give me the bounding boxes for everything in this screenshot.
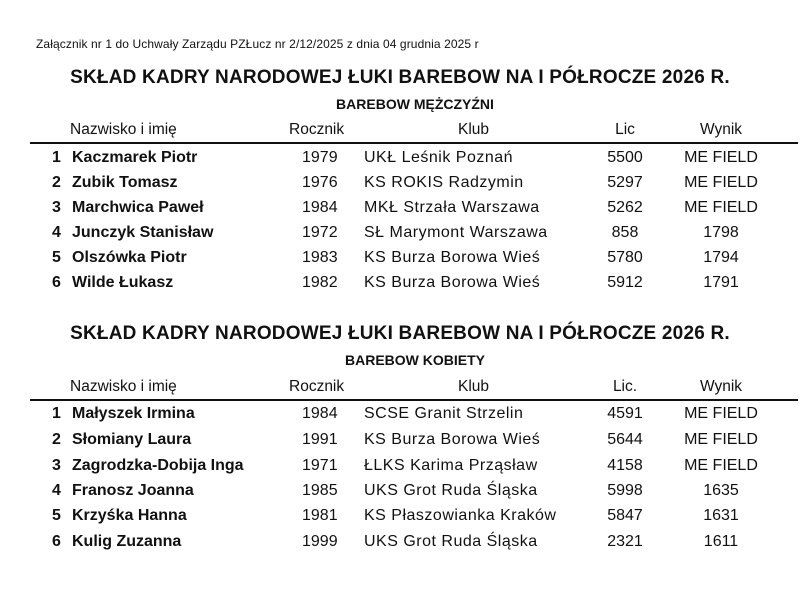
athlete-name: Olszówka Piotr [72, 249, 187, 266]
birth-year: 1983 [302, 249, 338, 266]
birth-year: 1984 [302, 405, 338, 422]
table-row [0, 529, 800, 554]
athlete-name: Krzyśka Hanna [72, 507, 187, 524]
column-header-result: Wynik [699, 121, 743, 138]
row-number: 6 [52, 274, 61, 291]
club-name: KS Płaszowianka Kraków [364, 507, 557, 524]
result: 1791 [703, 274, 739, 291]
table-row [0, 145, 800, 170]
result: ME FIELD [684, 199, 758, 216]
birth-year: 1972 [302, 224, 338, 241]
birth-year: 1999 [302, 533, 338, 550]
column-header-year: Rocznik [289, 121, 345, 138]
row-number: 2 [52, 174, 61, 191]
club-name: KS Burza Borowa Wieś [364, 431, 541, 448]
athlete-name: Kulig Zuzanna [72, 533, 182, 550]
row-number: 1 [52, 405, 61, 422]
athlete-name: Zagrodzka-Dobija Inga [72, 457, 244, 474]
club-name: KS Burza Borowa Wieś [364, 249, 541, 266]
athlete-name: Słomiany Laura [72, 431, 192, 448]
license-number: 5297 [607, 174, 643, 191]
row-number: 2 [52, 431, 61, 448]
row-number: 3 [52, 199, 61, 216]
table-row [0, 401, 800, 426]
result: ME FIELD [684, 149, 758, 166]
result: 1611 [703, 533, 739, 550]
license-number: 4158 [607, 457, 643, 474]
birth-year: 1979 [302, 149, 338, 166]
athlete-name: Zubik Tomasz [72, 174, 178, 191]
birth-year: 1991 [302, 431, 338, 448]
club-name: UKS Grot Ruda Śląska [364, 533, 538, 550]
column-header-row [0, 376, 800, 398]
row-number: 4 [52, 482, 61, 499]
table-row [0, 453, 800, 478]
club-name: KS Burza Borowa Wieś [364, 274, 541, 291]
column-header-year: Rocznik [289, 378, 345, 395]
table-row [0, 220, 800, 245]
license-number: 5780 [607, 249, 643, 266]
athlete-name: Junczyk Stanisław [72, 224, 214, 241]
column-header-name: Nazwisko i imię [70, 378, 177, 395]
license-number: 858 [611, 224, 639, 241]
result: 1631 [703, 507, 739, 524]
license-number: 2321 [607, 533, 643, 550]
table-row [0, 427, 800, 452]
table-row [0, 478, 800, 503]
result: 1798 [703, 224, 739, 241]
row-number: 6 [52, 533, 61, 550]
birth-year: 1985 [302, 482, 338, 499]
club-name: UKS Grot Ruda Śląska [364, 482, 538, 499]
birth-year: 1976 [302, 174, 338, 191]
table-row [0, 170, 800, 195]
table-row [0, 503, 800, 528]
license-number: 5998 [607, 482, 643, 499]
athlete-name: Wilde Łukasz [72, 274, 174, 291]
result: 1635 [703, 482, 739, 499]
license-number: 4591 [607, 405, 643, 422]
table-row [0, 270, 800, 295]
section-title: SKŁAD KADRY NARODOWEJ ŁUKI BAREBOW NA I PÓŁROCZE 2026 R. [70, 323, 730, 344]
row-number: 5 [52, 249, 61, 266]
athlete-name: Kaczmarek Piotr [72, 149, 198, 166]
column-header-name: Nazwisko i imię [70, 121, 177, 138]
result: ME FIELD [684, 405, 758, 422]
license-number: 5262 [607, 199, 643, 216]
row-number: 1 [52, 149, 61, 166]
column-header-license: Lic. [612, 378, 638, 395]
row-number: 3 [52, 457, 61, 474]
birth-year: 1971 [302, 457, 338, 474]
license-number: 5500 [607, 149, 643, 166]
license-number: 5644 [607, 431, 643, 448]
athlete-name: Franosz Joanna [72, 482, 194, 499]
result: ME FIELD [684, 431, 758, 448]
club-name: SŁ Marymont Warszawa [364, 224, 548, 241]
result: 1794 [703, 249, 739, 266]
section-subtitle: BAREBOW KOBIETY [345, 352, 485, 368]
license-number: 5847 [607, 507, 643, 524]
column-header-club: Klub [458, 378, 490, 395]
club-name: SCSE Granit Strzelin [364, 405, 524, 422]
club-name: UKŁ Leśnik Poznań [364, 149, 514, 166]
row-number: 4 [52, 224, 61, 241]
column-header-result: Wynik [699, 378, 743, 395]
birth-year: 1981 [302, 507, 338, 524]
result: ME FIELD [684, 174, 758, 191]
column-header-license: Lic [615, 121, 635, 138]
birth-year: 1984 [302, 199, 338, 216]
column-header-row [0, 119, 800, 141]
result: ME FIELD [684, 457, 758, 474]
row-number: 5 [52, 507, 61, 524]
section-title: SKŁAD KADRY NARODOWEJ ŁUKI BAREBOW NA I PÓŁROCZE 2026 R. [70, 67, 730, 88]
club-name: ŁLKS Karima Prząsław [364, 457, 538, 474]
attachment-note: Załącznik nr 1 do Uchwały Zarządu PZŁucz nr 2/12/2025 z dnia 04 grudnia 2025 r [36, 37, 479, 51]
section-subtitle: BAREBOW MĘŻCZYŹNI [336, 96, 494, 112]
license-number: 5912 [607, 274, 643, 291]
table-row [0, 195, 800, 220]
club-name: KS ROKIS Radzymin [364, 174, 524, 191]
header-divider [30, 142, 798, 144]
athlete-name: Marchwica Paweł [72, 199, 204, 216]
athlete-name: Małyszek Irmina [72, 405, 195, 422]
table-row [0, 245, 800, 270]
column-header-club: Klub [458, 121, 490, 138]
birth-year: 1982 [302, 274, 338, 291]
club-name: MKŁ Strzała Warszawa [364, 199, 540, 216]
